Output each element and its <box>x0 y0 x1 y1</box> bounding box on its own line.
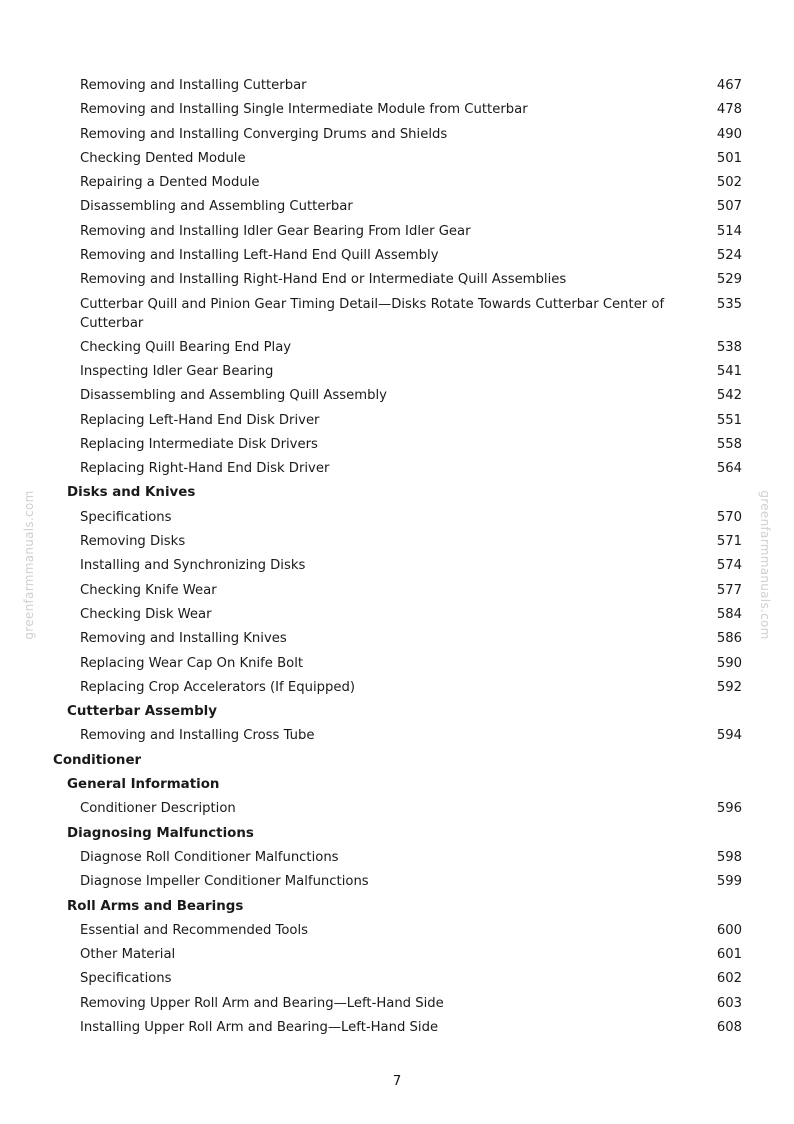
toc-entry[interactable] <box>0 945 794 969</box>
toc-entry-title: Checking Knife Wear <box>80 582 217 598</box>
toc-entry[interactable] <box>0 508 794 532</box>
toc-entry[interactable] <box>0 605 794 629</box>
toc-section-heading[interactable] <box>0 897 794 921</box>
toc-entry-title: Conditioner <box>53 752 142 768</box>
toc-entry-page: 592 <box>716 679 742 695</box>
toc-entry[interactable] <box>0 532 794 556</box>
toc-entry[interactable] <box>0 338 794 362</box>
toc-section-heading[interactable] <box>0 483 794 507</box>
toc-entry-title: Diagnosing Malfunctions <box>67 825 254 841</box>
toc-entry[interactable] <box>0 435 794 459</box>
toc-entry-title: Installing and Synchronizing Disks <box>80 558 306 574</box>
toc-entry-page: 541 <box>716 363 742 379</box>
toc-chapter-heading[interactable] <box>0 751 794 775</box>
toc-entry-page: 608 <box>716 1019 742 1035</box>
toc-entry[interactable] <box>0 1018 794 1042</box>
toc-entry-title: Cutterbar Quill and Pinion Gear Timing Detail—Disks Rotate Towards Cutterbar Center of Cutterbar <box>80 296 665 332</box>
toc-entry[interactable] <box>0 76 794 100</box>
toc-entry-title: Replacing Left-Hand End Disk Driver <box>80 412 320 428</box>
toc-entry-title: Removing and Installing Idler Gear Bearing From Idler Gear <box>80 223 471 239</box>
table-of-contents <box>0 76 794 1042</box>
toc-entry-page: 602 <box>716 971 742 987</box>
toc-entry-title: Specifications <box>80 971 172 987</box>
toc-entry-title: Cutterbar Assembly <box>67 704 217 720</box>
toc-entry[interactable] <box>0 125 794 149</box>
toc-entry-page: 598 <box>716 849 742 865</box>
toc-entry-page: 574 <box>716 558 742 574</box>
toc-entry-page: 529 <box>716 272 742 288</box>
toc-entry-title: Disassembling and Assembling Cutterbar <box>80 199 353 215</box>
toc-entry[interactable] <box>0 872 794 896</box>
toc-entry[interactable] <box>0 581 794 605</box>
toc-entry-page: 538 <box>716 339 742 355</box>
toc-entry-page: 596 <box>716 801 742 817</box>
toc-entry[interactable] <box>0 969 794 993</box>
toc-entry-title: Checking Quill Bearing End Play <box>80 339 292 355</box>
toc-entry-title: Roll Arms and Bearings <box>67 898 244 914</box>
toc-entry[interactable] <box>0 295 794 338</box>
toc-entry[interactable] <box>0 629 794 653</box>
toc-entry-page: 535 <box>716 296 742 312</box>
toc-entry-title: Replacing Right-Hand End Disk Driver <box>80 461 330 477</box>
toc-entry-page: 590 <box>716 655 742 671</box>
toc-entry-page: 502 <box>716 175 742 191</box>
toc-entry-title: Removing Disks <box>80 534 186 550</box>
toc-entry[interactable] <box>0 459 794 483</box>
toc-entry[interactable] <box>0 270 794 294</box>
toc-entry-title: Checking Dented Module <box>80 150 246 166</box>
toc-entry-title: Conditioner Description <box>80 801 236 817</box>
toc-entry-page: 501 <box>716 150 742 166</box>
toc-entry-page: 599 <box>716 874 742 890</box>
toc-entry-title: Replacing Crop Accelerators (If Equipped) <box>80 679 355 695</box>
toc-entry-title: Removing and Installing Cross Tube <box>80 728 315 744</box>
watermark-left: greenfarmmanuals.com <box>22 490 36 640</box>
toc-entry-page: 490 <box>716 126 742 142</box>
toc-entry-page: 564 <box>716 461 742 477</box>
toc-entry-title: General Information <box>67 777 220 793</box>
toc-section-heading[interactable] <box>0 775 794 799</box>
toc-entry-page: 542 <box>716 388 742 404</box>
toc-entry-title: Disassembling and Assembling Quill Assembly <box>80 388 387 404</box>
toc-entry-page: 551 <box>716 412 742 428</box>
toc-entry[interactable] <box>0 921 794 945</box>
toc-entry[interactable] <box>0 411 794 435</box>
toc-entry[interactable] <box>0 386 794 410</box>
toc-entry-page: 558 <box>716 436 742 452</box>
toc-entry-title: Diagnose Roll Conditioner Malfunctions <box>80 849 339 865</box>
toc-entry-page: 524 <box>716 248 742 264</box>
toc-entry-title: Removing and Installing Converging Drums and Shields <box>80 126 448 142</box>
toc-entry[interactable] <box>0 100 794 124</box>
toc-entry-page: 601 <box>716 947 742 963</box>
toc-entry-title: Specifications <box>80 509 172 525</box>
toc-entry[interactable] <box>0 173 794 197</box>
toc-entry-title: Essential and Recommended Tools <box>80 922 309 938</box>
toc-entry-page: 603 <box>716 995 742 1011</box>
toc-entry-title: Other Material <box>80 947 176 963</box>
toc-section-heading[interactable] <box>0 702 794 726</box>
toc-entry-page: 600 <box>716 922 742 938</box>
toc-entry[interactable] <box>0 197 794 221</box>
toc-entry-title: Diagnose Impeller Conditioner Malfunctions <box>80 874 369 890</box>
toc-entry-title: Removing Upper Roll Arm and Bearing—Left-Hand Side <box>80 995 444 1011</box>
toc-entry-page: 594 <box>716 728 742 744</box>
toc-entry[interactable] <box>0 799 794 823</box>
toc-entry[interactable] <box>0 994 794 1018</box>
toc-entry-page: 507 <box>716 199 742 215</box>
toc-entry[interactable] <box>0 556 794 580</box>
toc-entry-title: Repairing a Dented Module <box>80 175 260 191</box>
toc-entry-page: 467 <box>716 78 742 93</box>
toc-entry[interactable] <box>0 678 794 702</box>
toc-entry-title: Replacing Intermediate Disk Drivers <box>80 436 318 452</box>
toc-entry[interactable] <box>0 726 794 750</box>
toc-entry[interactable] <box>0 654 794 678</box>
toc-entry-page: 570 <box>716 509 742 525</box>
toc-entry-title: Disks and Knives <box>67 485 196 501</box>
toc-entry-title: Removing and Installing Left-Hand End Quill Assembly <box>80 248 439 264</box>
toc-entry[interactable] <box>0 246 794 270</box>
watermark-right: greenfarmmanuals.com <box>758 490 772 640</box>
toc-entry[interactable] <box>0 362 794 386</box>
toc-entry-page: 577 <box>716 582 742 598</box>
toc-entry[interactable] <box>0 848 794 872</box>
toc-entry-title: Removing and Installing Cutterbar <box>80 78 307 93</box>
toc-entry-title: Removing and Installing Knives <box>80 631 287 647</box>
toc-entry-title: Inspecting Idler Gear Bearing <box>80 363 274 379</box>
toc-entry-title: Removing and Installing Single Intermediate Module from Cutterbar <box>80 102 528 118</box>
toc-entry[interactable] <box>0 149 794 173</box>
toc-entry-page: 586 <box>716 631 742 647</box>
toc-entry[interactable] <box>0 222 794 246</box>
page-number: 7 <box>392 1073 402 1089</box>
toc-entry-page: 514 <box>716 223 742 239</box>
toc-section-heading[interactable] <box>0 824 794 848</box>
toc-entry-title: Installing Upper Roll Arm and Bearing—Left-Hand Side <box>80 1019 439 1035</box>
toc-entry-page: 584 <box>716 606 742 622</box>
toc-entry-page: 478 <box>716 102 742 118</box>
toc-entry-page: 571 <box>716 534 742 550</box>
toc-entry-title: Removing and Installing Right-Hand End or Intermediate Quill Assemblies <box>80 272 567 288</box>
toc-entry-title: Replacing Wear Cap On Knife Bolt <box>80 655 304 671</box>
toc-entry-title: Checking Disk Wear <box>80 606 212 622</box>
